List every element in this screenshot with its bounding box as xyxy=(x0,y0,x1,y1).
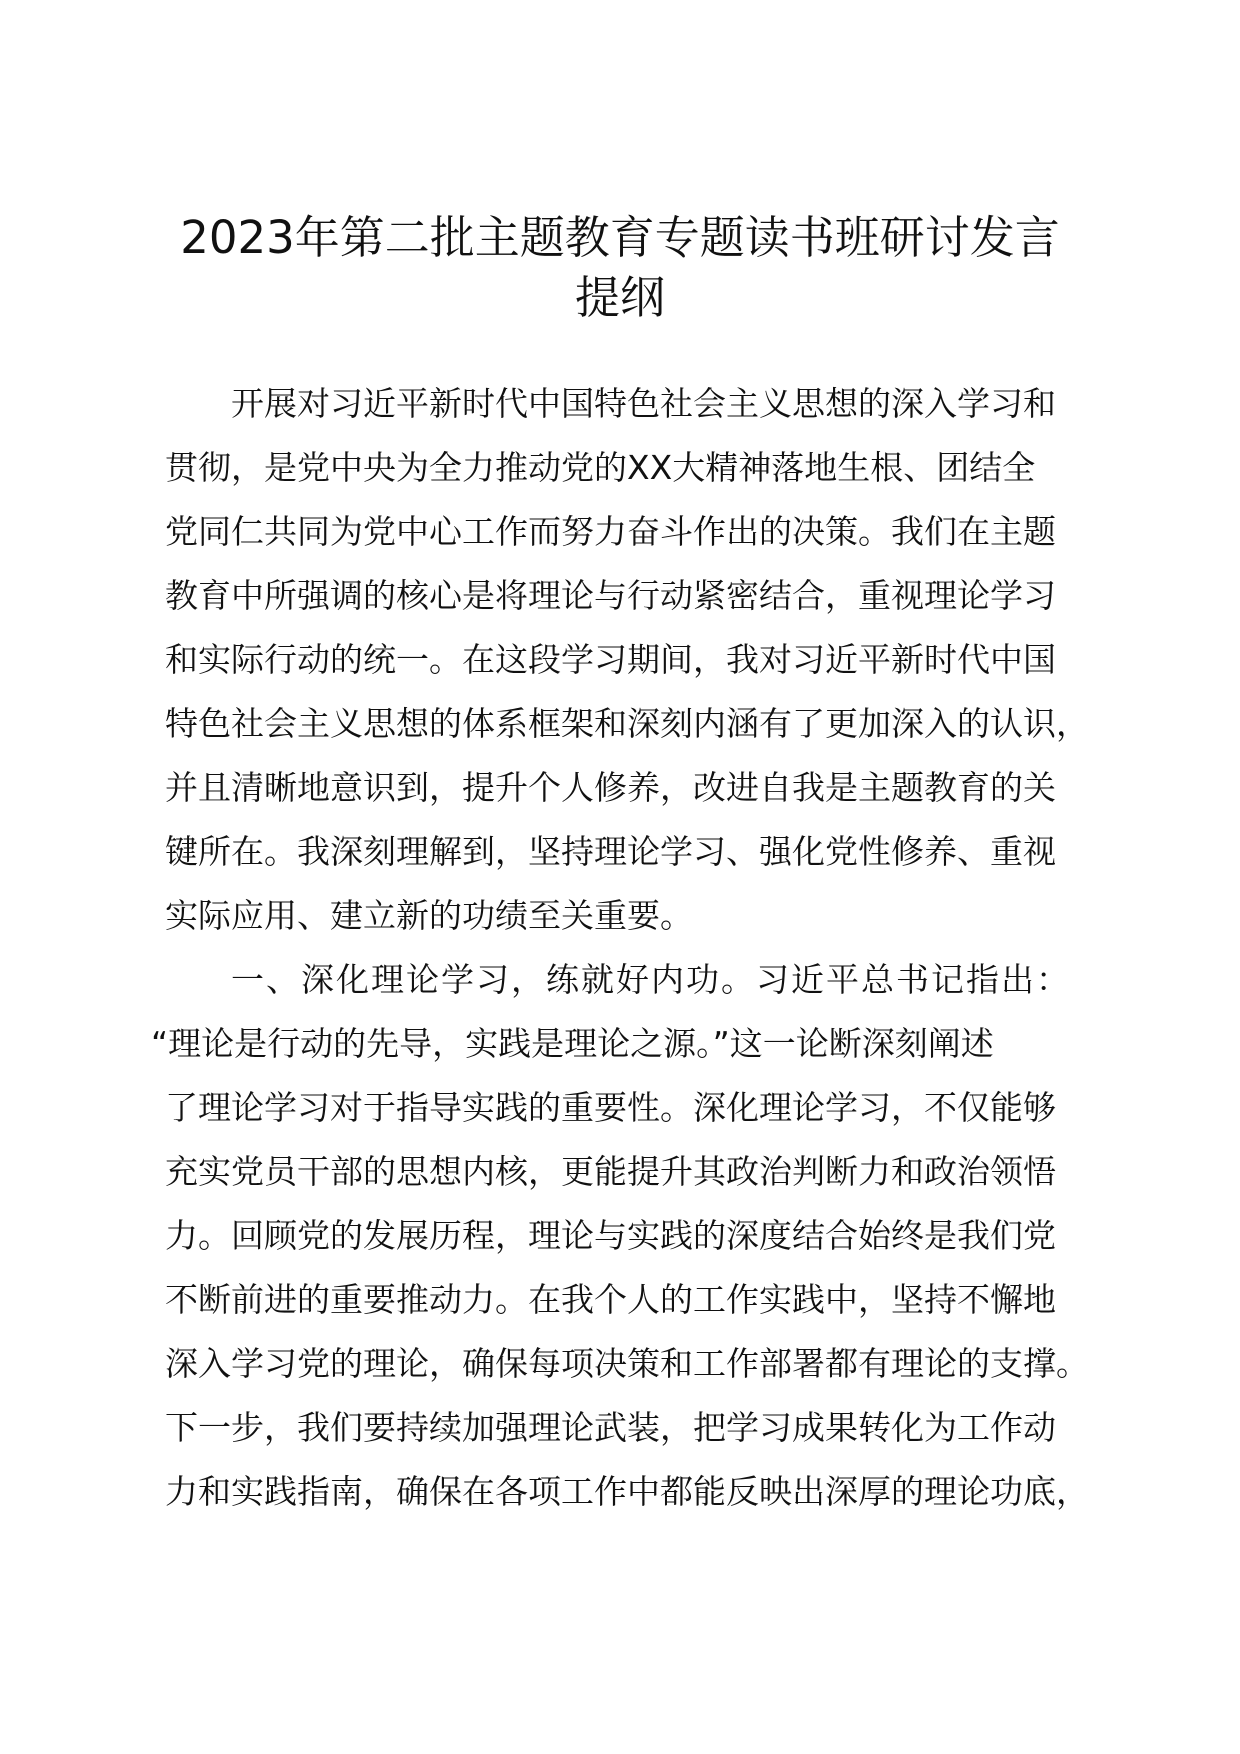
paragraph-line: 开展对习近平新时代中国特色社会主义思想的深入学习和 xyxy=(231,384,1056,423)
paragraph-line: 并且清晰地意识到，提升个人修养，改进自我是主题教育的关 xyxy=(165,768,1056,807)
paragraph-line: 实际应用、建立新的功绩至关重要。 xyxy=(165,896,693,935)
paragraph-line: 力。回顾党的发展历程，理论与实践的深度结合始终是我们党 xyxy=(165,1216,1056,1255)
paragraph-line: 键所在。我深刻理解到，坚持理论学习、强化党性修养、重视 xyxy=(165,832,1056,871)
paragraph-line: 深入学习党的理论，确保每项决策和工作部署都有理论的支撑。 xyxy=(165,1344,1089,1383)
document-body xyxy=(151,372,1095,1524)
paragraph-line: 和实际行动的统一。在这段学习期间，我对习近平新时代中国 xyxy=(165,640,1056,679)
title-line-1: 2023年第二批主题教育专题读书班研讨发言 xyxy=(180,211,1060,264)
title-line-2: 提纲 xyxy=(574,271,665,324)
paragraph-line: 教育中所强调的核心是将理论与行动紧密结合，重视理论学习 xyxy=(165,576,1056,615)
paragraph-line: 充实党员干部的思想内核，更能提升其政治判断力和政治领悟 xyxy=(165,1152,1056,1191)
paragraph-line: 特色社会主义思想的体系框架和深刻内涵有了更加深入的认识， xyxy=(165,704,1089,743)
section-heading-line: 一、深化理论学习，练就好内功。习近平总书记指出： xyxy=(231,960,1071,999)
document-title xyxy=(150,208,1090,328)
paragraph-line: 了理论学习对于指导实践的重要性。深化理论学习，不仅能够 xyxy=(165,1088,1056,1127)
paragraph-line: 贯彻，是党中央为全力推动党的XX大精神落地生根、团结全 xyxy=(165,448,1036,487)
paragraph-line: 下一步，我们要持续加强理论武装，把学习成果转化为工作动 xyxy=(165,1408,1056,1447)
paragraph-line: 力和实践指南，确保在各项工作中都能反映出深厚的理论功底， xyxy=(165,1472,1089,1511)
paragraph-line: 党同仁共同为党中心工作而努力奋斗作出的决策。我们在主题 xyxy=(165,512,1056,551)
paragraph-line: “理论是行动的先导，实践是理论之源。”这一论断深刻阐述 xyxy=(151,1024,994,1063)
paragraph-line: 不断前进的重要推动力。在我个人的工作实践中，坚持不懈地 xyxy=(165,1280,1056,1319)
